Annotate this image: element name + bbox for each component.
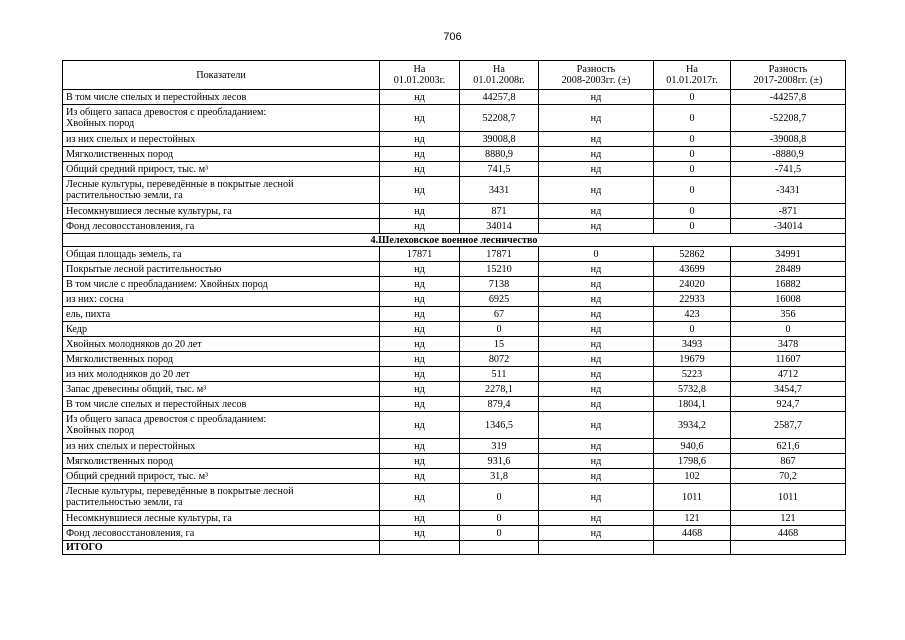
total-row — [63, 541, 846, 555]
table-cell: 0 — [460, 511, 539, 526]
table-cell: 3934,2 — [654, 412, 731, 439]
table-header-row — [63, 61, 846, 90]
table-cell: 924,7 — [731, 397, 846, 412]
table-cell: 67 — [460, 307, 539, 322]
table-cell: 7138 — [460, 277, 539, 292]
table-cell: 1011 — [654, 484, 731, 511]
table-row — [63, 412, 846, 439]
section-title: 4.Шелеховское военное лесничество — [63, 234, 846, 247]
table-cell: 621,6 — [731, 439, 846, 454]
row-label: Лесные культуры, переведённые в покрытые лесной растительностью земли, га — [63, 484, 380, 511]
table-cell: нд — [539, 132, 654, 147]
table-cell: 24020 — [654, 277, 731, 292]
table-cell: нд — [380, 90, 460, 105]
table-cell: 15 — [460, 337, 539, 352]
table-cell: нд — [539, 162, 654, 177]
table-cell: нд — [539, 204, 654, 219]
table-cell: -3431 — [731, 177, 846, 204]
table-cell: 70,2 — [731, 469, 846, 484]
table-row — [63, 322, 846, 337]
table-row — [63, 439, 846, 454]
table-cell: нд — [380, 367, 460, 382]
table-row — [63, 367, 846, 382]
row-label: Мягколиственных пород — [63, 147, 380, 162]
row-label: В том числе спелых и перестойных лесов — [63, 90, 380, 105]
table-cell: 52862 — [654, 247, 731, 262]
table-cell: 0 — [654, 322, 731, 337]
table-cell: 4468 — [654, 526, 731, 541]
table-cell: нд — [380, 382, 460, 397]
header-indicators: Показатели — [63, 61, 380, 90]
table-cell: 0 — [460, 484, 539, 511]
table-cell: 28489 — [731, 262, 846, 277]
table-cell: 1804,1 — [654, 397, 731, 412]
table-row — [63, 90, 846, 105]
table-cell: нд — [539, 147, 654, 162]
table-cell: нд — [539, 397, 654, 412]
table-cell: нд — [380, 147, 460, 162]
table-cell: нд — [539, 454, 654, 469]
table-cell: 3431 — [460, 177, 539, 204]
table-cell: нд — [539, 105, 654, 132]
total-row-group — [63, 541, 846, 555]
row-label: Покрытые лесной растительностью — [63, 262, 380, 277]
table-cell: 17871 — [380, 247, 460, 262]
table-row — [63, 247, 846, 262]
table-cell: 19679 — [654, 352, 731, 367]
table-cell: 1346,5 — [460, 412, 539, 439]
table-cell: нд — [539, 484, 654, 511]
table-cell: 3478 — [731, 337, 846, 352]
row-label: из них спелых и перестойных — [63, 439, 380, 454]
table-row — [63, 292, 846, 307]
table-cell: 17871 — [460, 247, 539, 262]
table-row — [63, 162, 846, 177]
table-cell: нд — [380, 412, 460, 439]
table-cell: нд — [380, 511, 460, 526]
row-label: Общий средний прирост, тыс. м³ — [63, 469, 380, 484]
table-cell: 1011 — [731, 484, 846, 511]
row-label: Из общего запаса древостоя с преобладанием: Хвойных пород — [63, 412, 380, 439]
table-cell: 0 — [654, 219, 731, 234]
table-cell: нд — [380, 322, 460, 337]
section-row-group — [63, 234, 846, 247]
table-row — [63, 177, 846, 204]
row-label: из них молодняков до 20 лет — [63, 367, 380, 382]
table-cell: -44257,8 — [731, 90, 846, 105]
row-label: Общий средний прирост, тыс. м³ — [63, 162, 380, 177]
table-cell: нд — [380, 132, 460, 147]
table-cell: 0 — [539, 247, 654, 262]
row-label: Несомкнувшиеся лесные культуры, га — [63, 511, 380, 526]
row-label: Мягколиственных пород — [63, 454, 380, 469]
row-label: Лесные культуры, переведённые в покрытые лесной растительностью земли, га — [63, 177, 380, 204]
table-cell: 121 — [731, 511, 846, 526]
table-cell: 0 — [654, 90, 731, 105]
table-cell: нд — [539, 439, 654, 454]
table-row — [63, 382, 846, 397]
table-cell: 2587,7 — [731, 412, 846, 439]
table-cell: 16882 — [731, 277, 846, 292]
table-cell: нд — [539, 262, 654, 277]
table-row — [63, 204, 846, 219]
table-cell: нд — [380, 262, 460, 277]
table-cell: 6925 — [460, 292, 539, 307]
table-cell: -741,5 — [731, 162, 846, 177]
section-row — [63, 234, 846, 247]
table-cell: 1798,6 — [654, 454, 731, 469]
table-cell: -871 — [731, 204, 846, 219]
forest-data-table — [62, 60, 846, 555]
table-cell: 2278,1 — [460, 382, 539, 397]
table-cell: 511 — [460, 367, 539, 382]
table-cell: 879,4 — [460, 397, 539, 412]
row-label: Несомкнувшиеся лесные культуры, га — [63, 204, 380, 219]
table-cell: 39008,8 — [460, 132, 539, 147]
table-cell: 0 — [460, 526, 539, 541]
table-row — [63, 454, 846, 469]
table-row — [63, 105, 846, 132]
table-cell: нд — [539, 219, 654, 234]
table-cell — [731, 541, 846, 555]
table-cell: 0 — [654, 105, 731, 132]
table-row — [63, 352, 846, 367]
table-cell: 931,6 — [460, 454, 539, 469]
table-row — [63, 219, 846, 234]
table-cell: нд — [539, 322, 654, 337]
table-cell: 0 — [654, 132, 731, 147]
table-row — [63, 469, 846, 484]
table-cell: 0 — [654, 204, 731, 219]
table-cell: 3493 — [654, 337, 731, 352]
table-cell: нд — [380, 277, 460, 292]
table-cell: 11607 — [731, 352, 846, 367]
table-cell: нд — [539, 511, 654, 526]
table-cell: нд — [539, 277, 654, 292]
table-body-part-1 — [63, 90, 846, 234]
table-cell: 8072 — [460, 352, 539, 367]
table-cell: нд — [380, 177, 460, 204]
table-cell: нд — [380, 439, 460, 454]
table-cell: 0 — [731, 322, 846, 337]
row-label: ель, пихта — [63, 307, 380, 322]
table-row — [63, 337, 846, 352]
table-cell: 15210 — [460, 262, 539, 277]
page-number: 706 — [443, 31, 462, 43]
header-diff-2008-2003: Разность 2008-2003гг. (±) — [539, 61, 654, 90]
table-cell: 0 — [460, 322, 539, 337]
header-2017: На 01.01.2017г. — [654, 61, 731, 90]
row-label: Кедр — [63, 322, 380, 337]
table-row — [63, 526, 846, 541]
row-label: из них: сосна — [63, 292, 380, 307]
table-cell: 8880,9 — [460, 147, 539, 162]
table-cell: 0 — [654, 177, 731, 204]
table-cell: нд — [380, 397, 460, 412]
row-label: Фонд лесовосстановления, га — [63, 219, 380, 234]
table-row — [63, 307, 846, 322]
table-cell: -8880,9 — [731, 147, 846, 162]
table-cell: нд — [380, 307, 460, 322]
table-row — [63, 397, 846, 412]
header-2003: На 01.01.2003г. — [380, 61, 460, 90]
table-cell: нд — [539, 292, 654, 307]
table-cell — [539, 541, 654, 555]
row-label: Общая площадь земель, га — [63, 247, 380, 262]
table-cell: 34014 — [460, 219, 539, 234]
table-cell: 5223 — [654, 367, 731, 382]
table-cell: 356 — [731, 307, 846, 322]
total-label: ИТОГО — [63, 541, 380, 555]
table-cell: 43699 — [654, 262, 731, 277]
table-cell: 52208,7 — [460, 105, 539, 132]
table-cell: нд — [380, 469, 460, 484]
table-cell: нд — [380, 292, 460, 307]
header-diff-2017-2008: Разность 2017-2008гг. (±) — [731, 61, 846, 90]
table-cell: нд — [380, 484, 460, 511]
table-cell: нд — [380, 219, 460, 234]
table-cell: нд — [539, 352, 654, 367]
table-cell: нд — [380, 352, 460, 367]
table-cell: нд — [539, 367, 654, 382]
table-cell: нд — [539, 337, 654, 352]
table-cell: нд — [539, 382, 654, 397]
header-2008: На 01.01.2008г. — [460, 61, 539, 90]
table-cell: 31,8 — [460, 469, 539, 484]
table-cell: -34014 — [731, 219, 846, 234]
row-label: В том числе с преобладанием: Хвойных пород — [63, 277, 380, 292]
table-cell: 22933 — [654, 292, 731, 307]
table-cell: нд — [539, 526, 654, 541]
table-body-part-2 — [63, 247, 846, 541]
table-cell: 16008 — [731, 292, 846, 307]
table-cell: 0 — [654, 162, 731, 177]
table-cell — [380, 541, 460, 555]
table-cell: нд — [539, 469, 654, 484]
table-cell: нд — [539, 90, 654, 105]
table-cell: нд — [539, 412, 654, 439]
row-label: Фонд лесовосстановления, га — [63, 526, 380, 541]
table-cell: 102 — [654, 469, 731, 484]
table-cell: нд — [539, 307, 654, 322]
table-cell: 741,5 — [460, 162, 539, 177]
table-row — [63, 147, 846, 162]
table-cell: нд — [380, 526, 460, 541]
table-cell: 319 — [460, 439, 539, 454]
table-row — [63, 511, 846, 526]
table-cell: 940,6 — [654, 439, 731, 454]
table-cell: 0 — [654, 147, 731, 162]
table-cell: нд — [380, 204, 460, 219]
table-cell: 4468 — [731, 526, 846, 541]
table-cell: 3454,7 — [731, 382, 846, 397]
table-cell: 121 — [654, 511, 731, 526]
table-cell: нд — [380, 105, 460, 132]
table-cell — [460, 541, 539, 555]
row-label: В том числе спелых и перестойных лесов — [63, 397, 380, 412]
table-cell: нд — [380, 454, 460, 469]
table-row — [63, 484, 846, 511]
row-label: из них спелых и перестойных — [63, 132, 380, 147]
row-label: Запас древесины общий, тыс. м³ — [63, 382, 380, 397]
table-cell: 34991 — [731, 247, 846, 262]
table-cell: нд — [380, 337, 460, 352]
table-row — [63, 277, 846, 292]
table-cell: 871 — [460, 204, 539, 219]
table-cell — [654, 541, 731, 555]
table-cell: 4712 — [731, 367, 846, 382]
row-label: Мягколиственных пород — [63, 352, 380, 367]
row-label: Хвойных молодняков до 20 лет — [63, 337, 380, 352]
table-row — [63, 262, 846, 277]
table-cell: -39008,8 — [731, 132, 846, 147]
table-cell: 44257,8 — [460, 90, 539, 105]
row-label: Из общего запаса древостоя с преобладанием: Хвойных пород — [63, 105, 380, 132]
table-cell: -52208,7 — [731, 105, 846, 132]
table-cell: 867 — [731, 454, 846, 469]
table-row — [63, 132, 846, 147]
table-cell: нд — [380, 162, 460, 177]
table-cell: 423 — [654, 307, 731, 322]
table-cell: 5732,8 — [654, 382, 731, 397]
table-cell: нд — [539, 177, 654, 204]
